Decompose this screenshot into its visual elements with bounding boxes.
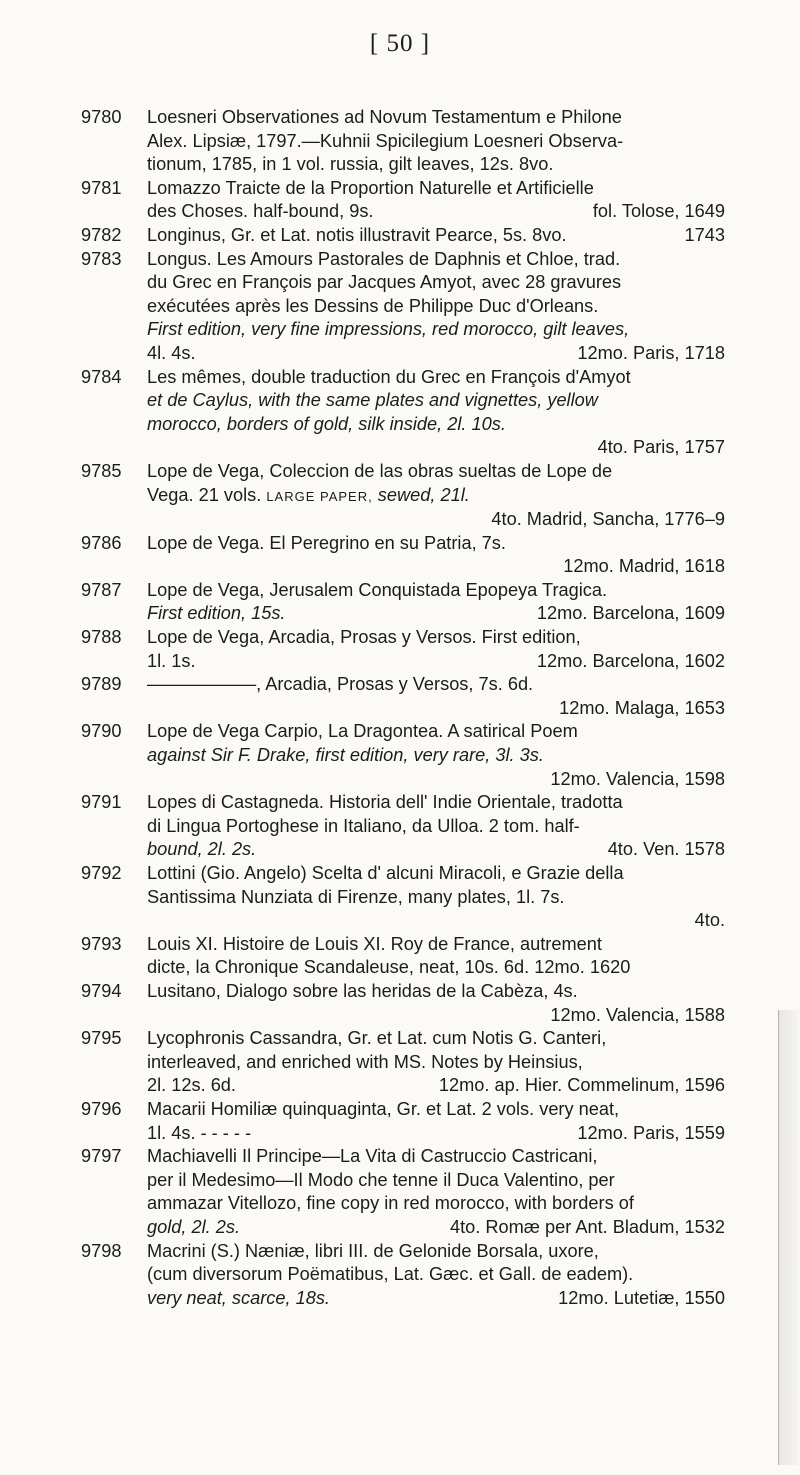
entry-imprint: 12mo. ap. Hier. Commelinum, 1596 — [438, 1075, 725, 1096]
entry-imprint: 12mo. Paris, 1718 — [577, 342, 725, 363]
entry-line — [147, 224, 725, 248]
entry-number: 9798 — [81, 1240, 122, 1261]
entry-line — [147, 1216, 725, 1240]
catalogue-entry — [81, 1027, 725, 1098]
entry-line: Lope de Vega, Arcadia, Prosas y Versos. First edition, — [147, 627, 581, 648]
entry-line: per il Medesimo—Il Modo che tenne il Duca Valentino, per — [147, 1169, 615, 1190]
entry-line: Loesneri Observationes ad Novum Testamentum e Philone — [147, 107, 622, 127]
catalogue-entry — [81, 980, 725, 1027]
entry-line: Machiavelli Il Principe—La Vita di Castruccio Castricani, — [147, 1146, 598, 1167]
entry-line — [147, 602, 725, 626]
entry-line: ammazar Vitellozo, fine copy in red morocco, with borders of — [147, 1193, 634, 1214]
entry-number: 9790 — [81, 721, 122, 742]
entry-line: (cum diversorum Poëmatibus, Lat. Gæc. et Gall. de eadem). — [147, 1264, 634, 1285]
catalogue-entry — [81, 626, 725, 673]
entry-description: Longinus, Gr. et Lat. notis illustravit Pearce, 5s. 8vo. — [147, 224, 567, 245]
entry-line: Lottini (Gio. Angelo) Scelta d' alcuni Miracoli, e Grazie della — [147, 863, 624, 883]
entry-number: 9788 — [81, 627, 122, 648]
catalogue-entry — [81, 366, 725, 460]
entry-line: di Lingua Portoghese in Italiano, da Ulloa. 2 tom. half- — [147, 815, 580, 836]
entry-line: Longus. Les Amours Pastorales de Daphnis et Chloe, trad. — [147, 248, 621, 269]
entry-description: morocco, borders of gold, silk inside, 2l. 10s. — [147, 413, 506, 434]
entry-line: Lycophronis Cassandra, Gr. et Lat. cum Notis G. Canteri, — [147, 1028, 607, 1049]
catalogue-entry — [81, 791, 725, 862]
catalogue-entry — [81, 579, 725, 626]
entry-line: Santissima Nunziata di Firenze, many plates, 1l. 7s. — [147, 886, 565, 907]
entry-line: Lomazzo Traicte de la Proportion Naturelle et Artificielle — [147, 177, 594, 198]
entry-number: 9797 — [81, 1146, 122, 1167]
catalogue-entry — [81, 532, 725, 579]
entry-number: 9789 — [81, 674, 122, 695]
entry-line — [147, 650, 725, 674]
entry-line: interleaved, and enriched with MS. Notes by Heinsius, — [147, 1051, 583, 1072]
entry-number: 9796 — [81, 1098, 122, 1119]
entry-price: sewed, 21l. — [377, 484, 470, 505]
entry-number: 9786 — [81, 532, 122, 553]
entry-imprint: 12mo. Valencia, 1588 — [550, 1004, 725, 1025]
entry-number: 9783 — [81, 248, 122, 269]
entry-description: des Choses. half-bound, 9s. — [147, 201, 374, 222]
entry-line — [147, 318, 725, 342]
entry-line: Lope de Vega, Jerusalem Conquistada Epopeya Tragica. — [147, 579, 608, 600]
entry-description: First edition, 15s. — [147, 603, 286, 624]
entry-number: 9792 — [81, 863, 122, 883]
entry-line: Macarii Homiliæ quinquaginta, Gr. et Lat. 2 vols. very neat, — [147, 1098, 620, 1119]
entry-small-caps: LARGE PAPER, — [266, 488, 373, 504]
entry-line — [147, 838, 725, 862]
entry-imprint: 12mo. Lutetiæ, 1550 — [558, 1287, 725, 1308]
entry-line — [147, 484, 725, 509]
entry-line: Lope de Vega. El Peregrino en su Patria, 7s. — [147, 532, 506, 553]
page-number: [ 50 ] — [369, 30, 431, 57]
entry-line — [147, 1287, 725, 1311]
entry-imprint: 4to. Ven. 1578 — [607, 839, 725, 860]
entry-imprint: 4to. Romæ per Ant. Bladum, 1532 — [450, 1216, 725, 1237]
entry-description: et de Caylus, with the same plates and vignettes, yellow — [147, 390, 598, 411]
entry-line — [147, 1122, 725, 1146]
entry-description: First edition, very fine impressions, red morocco, gilt leaves, — [147, 319, 630, 340]
catalogue-entry — [81, 248, 725, 366]
catalogue-entry — [81, 460, 725, 532]
catalogue-entry — [81, 224, 725, 248]
entry-price: 2l. 12s. 6d. — [147, 1075, 236, 1096]
entry-line — [147, 744, 725, 768]
entry-line — [147, 413, 725, 437]
entry-imprint: 12mo. Madrid, 1618 — [563, 556, 725, 577]
entry-number: 9785 — [81, 460, 122, 481]
entry-imprint: 4to. — [694, 910, 725, 931]
entry-imprint: 12mo. Paris, 1559 — [577, 1122, 725, 1143]
entry-number: 9794 — [81, 980, 122, 1001]
entry-number: 9793 — [81, 933, 122, 954]
entry-number: 9780 — [81, 107, 122, 127]
entry-line: Macrini (S.) Næniæ, libri III. de Gelonide Borsala, uxore, — [147, 1240, 599, 1261]
entry-line: Lopes di Castagneda. Historia dell' Indie Orientale, tradotta — [147, 792, 623, 813]
catalogue-entry — [81, 933, 725, 980]
entry-price: 1l. 4s. - - - - - — [147, 1122, 252, 1143]
entry-line: Louis XI. Histoire de Louis XI. Roy de France, autrement — [147, 933, 602, 954]
entry-imprint: 4to. Paris, 1757 — [597, 437, 725, 458]
catalogue-entry — [81, 862, 725, 933]
entry-imprint: 12mo. Malaga, 1653 — [559, 697, 725, 718]
entry-line: Alex. Lipsiæ, 1797.—Kuhnii Spicilegium Loesneri Observa- — [147, 130, 624, 151]
entry-number: 9782 — [81, 224, 122, 245]
catalogue-entry — [81, 673, 725, 720]
entry-line: Lope de Vega Carpio, La Dragontea. A satirical Poem — [147, 721, 578, 742]
entry-imprint: 12mo. Barcelona, 1602 — [536, 650, 725, 671]
catalogue-entries — [81, 106, 725, 1310]
catalogue-entry — [81, 1240, 725, 1311]
catalogue-entry — [81, 177, 725, 224]
entry-number: 9787 — [81, 579, 122, 600]
catalogue-entry — [81, 720, 725, 791]
catalogue-entry — [81, 106, 725, 177]
catalogue-entry — [81, 1098, 725, 1145]
entry-description: Vega. 21 vols. — [147, 484, 262, 505]
entry-imprint: 12mo. Valencia, 1598 — [550, 768, 725, 789]
entry-price: 1l. 1s. — [147, 650, 196, 671]
entry-price: 4l. 4s. — [147, 342, 196, 363]
entry-description: against Sir F. Drake, first edition, very rare, 3l. 3s. — [147, 745, 544, 766]
entry-line: du Grec en François par Jacques Amyot, avec 28 gravures — [147, 272, 622, 293]
entry-imprint: 1743 — [684, 224, 725, 245]
entry-number: 9781 — [81, 177, 122, 198]
entry-line — [147, 200, 725, 224]
entry-line: dicte, la Chronique Scandaleuse, neat, 10s. 6d. 12mo. 1620 — [147, 957, 631, 978]
entry-line: ——————, Arcadia, Prosas y Versos, 7s. 6d. — [147, 674, 534, 695]
entry-imprint: fol. Tolose, 1649 — [592, 201, 725, 222]
entry-line — [147, 389, 725, 413]
entry-line: Lope de Vega, Coleccion de las obras sueltas de Lope de — [147, 460, 613, 481]
page-edge-shadow — [778, 1010, 799, 1465]
entry-imprint: 4to. Madrid, Sancha, 1776–9 — [491, 509, 725, 530]
entry-imprint: 12mo. Barcelona, 1609 — [536, 603, 725, 624]
entry-line: tionum, 1785, in 1 vol. russia, gilt leaves, 12s. 8vo. — [147, 154, 554, 175]
entry-description: very neat, scarce, 18s. — [147, 1287, 330, 1308]
entry-line: exécutées après les Dessins de Philippe Duc d'Orleans. — [147, 295, 599, 316]
entry-number: 9784 — [81, 366, 122, 387]
entry-description: bound, 2l. 2s. — [147, 839, 257, 860]
entry-line: Lusitano, Dialogo sobre las heridas de la Cabèza, 4s. — [147, 980, 578, 1001]
entry-description: gold, 2l. 2s. — [147, 1216, 241, 1237]
entry-number: 9795 — [81, 1028, 122, 1049]
entry-line: Les mêmes, double traduction du Grec en François d'Amyot — [147, 366, 631, 387]
entry-number: 9791 — [81, 792, 122, 813]
catalogue-entry — [81, 1145, 725, 1239]
entry-line — [147, 1074, 725, 1098]
entry-line — [147, 342, 725, 366]
